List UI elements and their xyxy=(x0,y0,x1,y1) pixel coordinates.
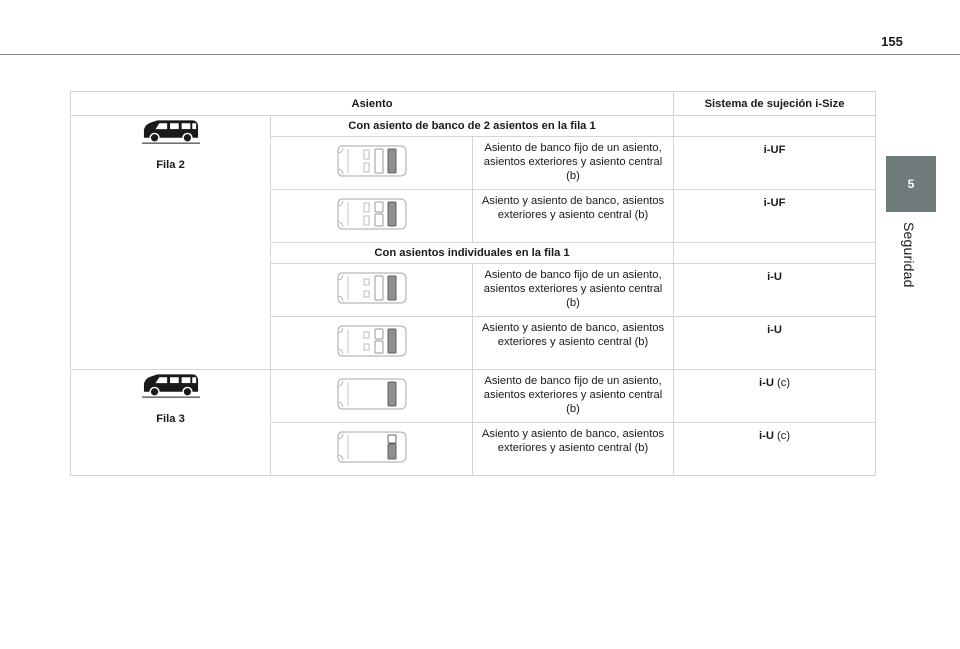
seat-description: Asiento de banco fijo de un asiento, asientos exteriores y asiento central (b) xyxy=(473,264,674,317)
table-header-row xyxy=(71,92,876,116)
van-seat-plan-icon xyxy=(336,271,408,305)
seat-plan-cell xyxy=(271,317,473,370)
van-seat-plan-icon xyxy=(336,430,408,464)
van-seat-plan-icon xyxy=(336,144,408,178)
van-seat-plan-icon xyxy=(336,377,408,411)
section-heading: Con asientos individuales en la fila 1 xyxy=(271,243,674,264)
row-cell-fila-2 xyxy=(71,116,271,370)
table-row xyxy=(71,116,876,137)
empty-cell xyxy=(674,116,876,137)
isize-code: i-U xyxy=(767,271,782,283)
seat-plan-cell xyxy=(271,423,473,476)
seat-description: Asiento y asiento de banco, asientos exteriores y asiento central (b) xyxy=(473,190,674,243)
isize-code: i-U xyxy=(758,430,774,442)
seat-plan-cell xyxy=(271,190,473,243)
seat-description: Asiento y asiento de banco, asientos exteriores y asiento central (b) xyxy=(473,317,674,370)
section-heading: Con asiento de banco de 2 asientos en la fila 1 xyxy=(271,116,674,137)
van-side-icon xyxy=(142,370,200,400)
isize-code: i-U xyxy=(767,324,782,336)
seat-description: Asiento y asiento de banco, asientos exteriores y asiento central (b) xyxy=(473,423,674,476)
isize-value xyxy=(674,190,876,243)
isize-value xyxy=(674,317,876,370)
table-row xyxy=(71,370,876,423)
van-seat-plan-icon xyxy=(336,197,408,231)
isize-value xyxy=(674,370,876,423)
header-rule xyxy=(0,54,960,55)
seat-description: Asiento de banco fijo de un asiento, asientos exteriores y asiento central (b) xyxy=(473,137,674,190)
row-cell-fila-3 xyxy=(71,370,271,476)
seat-plan-cell xyxy=(271,264,473,317)
seat-plan-cell xyxy=(271,137,473,190)
chapter-tab[interactable]: 5 xyxy=(886,156,936,212)
isize-value xyxy=(674,137,876,190)
isize-note: (c) xyxy=(773,377,791,389)
van-side-icon xyxy=(142,116,200,146)
page-number: 155 xyxy=(881,34,903,49)
header-isize: Sistema de sujeción i-Size xyxy=(674,92,876,116)
isize-note: (c) xyxy=(773,430,791,442)
seat-isize-table xyxy=(70,91,876,476)
van-seat-plan-icon xyxy=(336,324,408,358)
seat-description: Asiento de banco fijo de un asiento, asientos exteriores y asiento central (b) xyxy=(473,370,674,423)
row-label: Fila 2 xyxy=(156,159,185,171)
isize-value xyxy=(674,423,876,476)
header-seat: Asiento xyxy=(71,92,674,116)
row-label: Fila 3 xyxy=(156,413,185,425)
isize-code: i-UF xyxy=(763,144,786,156)
isize-code: i-U xyxy=(758,377,774,389)
seat-plan-cell xyxy=(271,370,473,423)
empty-cell xyxy=(674,243,876,264)
isize-value xyxy=(674,264,876,317)
chapter-title: Seguridad xyxy=(901,222,917,288)
isize-code: i-UF xyxy=(763,197,786,209)
